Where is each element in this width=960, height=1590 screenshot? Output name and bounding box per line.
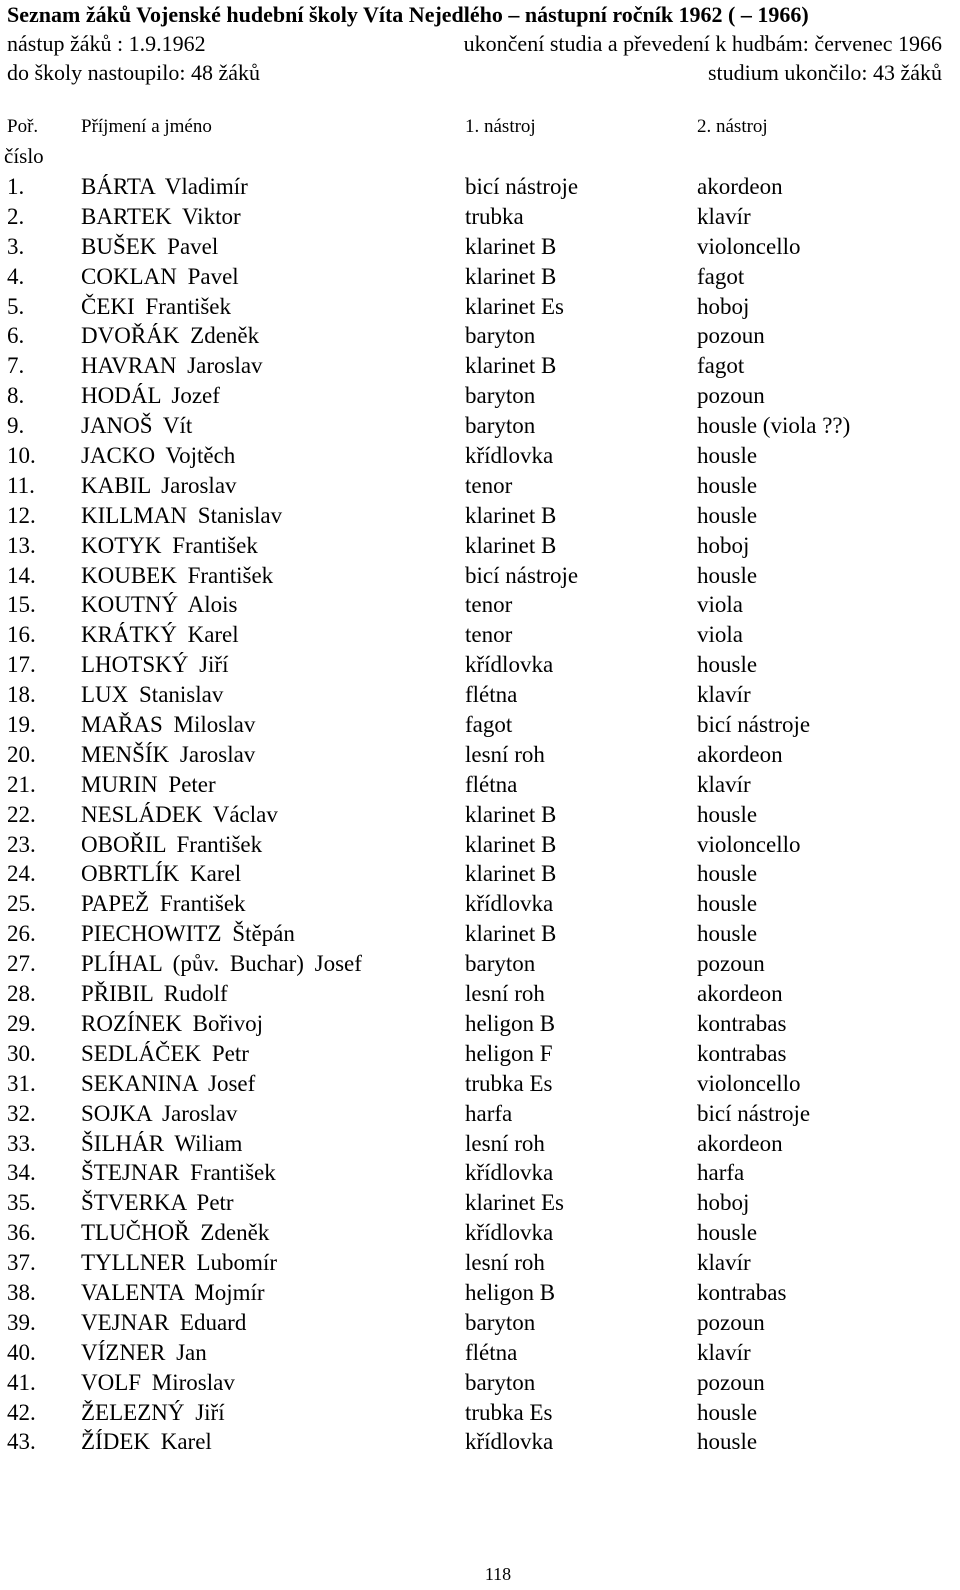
student-row bbox=[0, 1218, 960, 1248]
page-footer bbox=[0, 1564, 960, 1585]
document-header bbox=[7, 0, 957, 87]
student-number: 35. bbox=[7, 1190, 36, 1216]
student-name: VALENTA Mojmír bbox=[81, 1279, 265, 1305]
student-instrument2: violoncello bbox=[697, 831, 801, 857]
student-name: DVOŘÁK Zdeněk bbox=[81, 323, 260, 349]
student-name: ŠILHÁR Wiliam bbox=[81, 1130, 243, 1156]
student-instrument1: křídlovka bbox=[465, 1429, 554, 1455]
student-number: 11. bbox=[7, 472, 35, 498]
student-name: ŠTEJNAR František bbox=[81, 1160, 276, 1186]
student-instrument2: housle bbox=[697, 1220, 758, 1246]
student-instrument2: housle bbox=[697, 1399, 758, 1425]
student-row bbox=[0, 1398, 960, 1428]
student-name: KILLMAN Stanislav bbox=[81, 502, 283, 528]
student-number: 22. bbox=[7, 801, 36, 827]
student-instrument2: housle bbox=[697, 1429, 758, 1455]
student-row bbox=[0, 1099, 960, 1129]
student-row bbox=[0, 710, 960, 740]
student-instrument2: bicí nástroje bbox=[697, 712, 811, 738]
student-instrument2: fagot bbox=[697, 263, 745, 289]
student-instrument1: heligon B bbox=[465, 1279, 556, 1305]
student-number: 24. bbox=[7, 861, 36, 887]
student-number: 40. bbox=[7, 1339, 36, 1365]
student-number: 33. bbox=[7, 1130, 36, 1156]
student-name: KOUBEK František bbox=[81, 562, 274, 588]
student-number: 30. bbox=[7, 1040, 36, 1066]
student-instrument1: heligon F bbox=[465, 1040, 553, 1066]
student-name: ŽÍDEK Karel bbox=[81, 1429, 212, 1455]
student-instrument1: křídlovka bbox=[465, 1220, 554, 1246]
table-header bbox=[0, 116, 960, 172]
student-number: 20. bbox=[7, 741, 36, 767]
student-instrument1: klarinet B bbox=[465, 502, 557, 528]
student-row bbox=[0, 1158, 960, 1188]
student-instrument1: klarinet B bbox=[465, 921, 557, 947]
student-row bbox=[0, 381, 960, 411]
student-instrument1: flétna bbox=[465, 1339, 518, 1365]
student-number: 25. bbox=[7, 891, 36, 917]
student-number: 15. bbox=[7, 592, 36, 618]
start-date-label: nástup žáků : 1.9.1962 bbox=[7, 31, 206, 56]
student-row bbox=[0, 1338, 960, 1368]
student-instrument1: lesní roh bbox=[465, 1130, 545, 1156]
student-instrument1: trubka bbox=[465, 203, 524, 229]
column-header-instrument2: 2. nástroj bbox=[697, 116, 768, 137]
student-instrument2: kontrabas bbox=[697, 1010, 787, 1036]
student-name: BARTEK Viktor bbox=[81, 203, 241, 229]
header-dates-line bbox=[7, 29, 957, 58]
student-name: SOJKA Jaroslav bbox=[81, 1100, 238, 1126]
student-instrument2: viola bbox=[697, 622, 743, 648]
student-name: MAŘAS Miloslav bbox=[81, 712, 256, 738]
column-header-number-line2: číslo bbox=[4, 144, 44, 168]
student-instrument1: baryton bbox=[465, 951, 536, 977]
student-instrument2: housle bbox=[697, 652, 758, 678]
student-number: 5. bbox=[7, 293, 25, 319]
student-row bbox=[0, 1427, 960, 1457]
student-number: 12. bbox=[7, 502, 36, 528]
student-number: 34. bbox=[7, 1160, 36, 1186]
student-row bbox=[0, 292, 960, 322]
end-date-label: ukončení studia a převedení k hudbám: červenec 1966 bbox=[463, 31, 942, 56]
student-instrument1: baryton bbox=[465, 1369, 536, 1395]
student-list bbox=[0, 172, 960, 1457]
student-instrument2: hoboj bbox=[697, 532, 750, 558]
column-header-name: Příjmení a jméno bbox=[81, 116, 212, 137]
student-row bbox=[0, 859, 960, 889]
student-instrument1: trubka Es bbox=[465, 1070, 553, 1096]
student-number: 21. bbox=[7, 771, 36, 797]
student-number: 2. bbox=[7, 203, 25, 229]
student-instrument2: klavír bbox=[697, 1339, 751, 1365]
student-row bbox=[0, 919, 960, 949]
enrolled-count-label: do školy nastoupilo: 48 žáků bbox=[7, 60, 260, 85]
student-row bbox=[0, 411, 960, 441]
student-name: PŘIBIL Rudolf bbox=[81, 981, 228, 1007]
student-name: COKLAN Pavel bbox=[81, 263, 239, 289]
student-name: LHOTSKÝ Jiří bbox=[81, 652, 229, 678]
student-row bbox=[0, 1308, 960, 1338]
student-number: 41. bbox=[7, 1369, 36, 1395]
student-instrument1: křídlovka bbox=[465, 1160, 554, 1186]
student-instrument2: akordeon bbox=[697, 981, 783, 1007]
student-instrument2: housle (viola ??) bbox=[697, 413, 851, 439]
student-instrument2: housle bbox=[697, 801, 758, 827]
student-instrument1: trubka Es bbox=[465, 1399, 553, 1425]
student-name: PAPEŽ František bbox=[81, 891, 246, 917]
student-instrument1: heligon B bbox=[465, 1010, 556, 1036]
student-instrument1: tenor bbox=[465, 622, 513, 648]
student-instrument2: pozoun bbox=[697, 323, 765, 349]
student-instrument2: housle bbox=[697, 861, 758, 887]
student-instrument2: fagot bbox=[697, 353, 745, 379]
column-header-instrument1: 1. nástroj bbox=[465, 116, 536, 137]
student-number: 32. bbox=[7, 1100, 36, 1126]
student-number: 17. bbox=[7, 652, 36, 678]
student-name: MENŠÍK Jaroslav bbox=[81, 741, 256, 767]
student-row bbox=[0, 321, 960, 351]
student-name: SEDLÁČEK Petr bbox=[81, 1040, 249, 1066]
student-name: TYLLNER Lubomír bbox=[81, 1250, 277, 1276]
student-instrument1: baryton bbox=[465, 383, 536, 409]
student-name: KOUTNÝ Alois bbox=[81, 592, 238, 618]
student-instrument1: bicí nástroje bbox=[465, 562, 579, 588]
student-instrument2: violoncello bbox=[697, 1070, 801, 1096]
student-name: KRÁTKÝ Karel bbox=[81, 622, 239, 648]
student-row bbox=[0, 770, 960, 800]
student-number: 1. bbox=[7, 174, 25, 199]
column-header-number: Poř. bbox=[7, 116, 39, 137]
student-row bbox=[0, 262, 960, 292]
student-number: 14. bbox=[7, 562, 36, 588]
student-name: TLUČHOŘ Zdeněk bbox=[81, 1220, 270, 1246]
student-row bbox=[0, 1278, 960, 1308]
student-number: 23. bbox=[7, 831, 36, 857]
student-instrument2: housle bbox=[697, 921, 758, 947]
student-instrument2: kontrabas bbox=[697, 1040, 787, 1066]
student-row bbox=[0, 1069, 960, 1099]
student-number: 8. bbox=[7, 383, 25, 409]
student-row bbox=[0, 1129, 960, 1159]
student-number: 3. bbox=[7, 233, 25, 259]
student-instrument1: harfa bbox=[465, 1100, 513, 1126]
student-row bbox=[0, 1039, 960, 1069]
student-number: 7. bbox=[7, 353, 25, 379]
student-instrument1: křídlovka bbox=[465, 891, 554, 917]
student-name: PIECHOWITZ Štěpán bbox=[81, 921, 295, 947]
student-instrument2: housle bbox=[697, 472, 758, 498]
student-instrument2: pozoun bbox=[697, 383, 765, 409]
student-name: VOLF Miroslav bbox=[81, 1369, 235, 1395]
student-instrument2: pozoun bbox=[697, 951, 765, 977]
student-instrument2: viola bbox=[697, 592, 743, 618]
student-instrument1: flétna bbox=[465, 771, 518, 797]
student-name: VEJNAR Eduard bbox=[81, 1309, 247, 1335]
student-instrument1: klarinet B bbox=[465, 801, 557, 827]
student-number: 18. bbox=[7, 682, 36, 708]
student-name: HODÁL Jozef bbox=[81, 383, 220, 409]
student-number: 6. bbox=[7, 323, 25, 349]
student-instrument2: kontrabas bbox=[697, 1279, 787, 1305]
student-name: VÍZNER Jan bbox=[81, 1339, 207, 1365]
student-name: OBOŘIL František bbox=[81, 831, 263, 857]
student-row bbox=[0, 441, 960, 471]
student-name: ŠTVERKA Petr bbox=[81, 1190, 234, 1216]
student-number: 36. bbox=[7, 1220, 36, 1246]
student-instrument1: fagot bbox=[465, 712, 513, 738]
student-instrument2: violoncello bbox=[697, 233, 801, 259]
student-instrument1: flétna bbox=[465, 682, 518, 708]
student-name: ŽELEZNÝ Jiří bbox=[81, 1399, 225, 1425]
student-instrument1: klarinet Es bbox=[465, 1190, 564, 1216]
student-row bbox=[0, 590, 960, 620]
student-instrument1: klarinet B bbox=[465, 263, 557, 289]
student-name: KABIL Jaroslav bbox=[81, 472, 237, 498]
student-instrument1: baryton bbox=[465, 413, 536, 439]
student-instrument2: pozoun bbox=[697, 1309, 765, 1335]
student-instrument2: akordeon bbox=[697, 1130, 783, 1156]
student-instrument2: housle bbox=[697, 891, 758, 917]
student-name: NESLÁDEK Václav bbox=[81, 801, 278, 827]
student-number: 39. bbox=[7, 1309, 36, 1335]
student-number: 43. bbox=[7, 1429, 36, 1455]
student-row bbox=[0, 1188, 960, 1218]
student-instrument1: baryton bbox=[465, 323, 536, 349]
student-row bbox=[0, 830, 960, 860]
student-row bbox=[0, 740, 960, 770]
student-instrument2: akordeon bbox=[697, 741, 783, 767]
student-instrument1: tenor bbox=[465, 592, 513, 618]
student-name: BÁRTA Vladimír bbox=[81, 174, 248, 199]
student-row bbox=[0, 202, 960, 232]
student-instrument2: housle bbox=[697, 502, 758, 528]
student-row bbox=[0, 471, 960, 501]
header-counts-line bbox=[7, 58, 957, 87]
student-name: JANOŠ Vít bbox=[81, 413, 193, 439]
student-instrument1: klarinet B bbox=[465, 532, 557, 558]
student-name: MURIN Peter bbox=[81, 771, 216, 797]
page-number: 118 bbox=[484, 1564, 512, 1584]
student-instrument1: klarinet Es bbox=[465, 293, 564, 319]
finished-count-label: studium ukončilo: 43 žáků bbox=[707, 60, 942, 85]
student-row bbox=[0, 501, 960, 531]
student-name: ROZÍNEK Bořivoj bbox=[81, 1010, 263, 1036]
student-instrument1: bicí nástroje bbox=[465, 174, 579, 199]
student-instrument1: klarinet B bbox=[465, 353, 557, 379]
student-instrument1: baryton bbox=[465, 1309, 536, 1335]
student-name: ČEKI František bbox=[81, 293, 232, 319]
student-instrument1: lesní roh bbox=[465, 1250, 545, 1276]
student-row bbox=[0, 680, 960, 710]
student-row bbox=[0, 172, 960, 202]
student-number: 19. bbox=[7, 712, 36, 738]
student-number: 10. bbox=[7, 443, 36, 469]
student-number: 4. bbox=[7, 263, 25, 289]
student-number: 27. bbox=[7, 951, 36, 977]
student-name: SEKANINA Josef bbox=[81, 1070, 256, 1096]
student-number: 28. bbox=[7, 981, 36, 1007]
student-name: HAVRAN Jaroslav bbox=[81, 353, 263, 379]
student-instrument1: lesní roh bbox=[465, 981, 545, 1007]
student-number: 26. bbox=[7, 921, 36, 947]
student-name: JACKO Vojtěch bbox=[81, 443, 236, 469]
student-name: PLÍHAL (pův. Buchar) Josef bbox=[81, 951, 362, 977]
student-instrument2: klavír bbox=[697, 1250, 751, 1276]
student-instrument2: harfa bbox=[697, 1160, 745, 1186]
student-name: BUŠEK Pavel bbox=[81, 233, 219, 259]
student-instrument1: lesní roh bbox=[465, 741, 545, 767]
student-instrument1: klarinet B bbox=[465, 233, 557, 259]
student-row bbox=[0, 1009, 960, 1039]
student-name: LUX Stanislav bbox=[81, 682, 224, 708]
student-number: 37. bbox=[7, 1250, 36, 1276]
student-name: OBRTLÍK Karel bbox=[81, 861, 242, 887]
student-instrument1: křídlovka bbox=[465, 652, 554, 678]
student-instrument2: klavír bbox=[697, 682, 751, 708]
student-row bbox=[0, 561, 960, 591]
student-row bbox=[0, 889, 960, 919]
student-instrument2: akordeon bbox=[697, 174, 783, 199]
student-row bbox=[0, 620, 960, 650]
student-instrument2: hoboj bbox=[697, 293, 750, 319]
student-number: 13. bbox=[7, 532, 36, 558]
student-number: 16. bbox=[7, 622, 36, 648]
student-name: KOTYK František bbox=[81, 532, 258, 558]
student-number: 9. bbox=[7, 413, 25, 439]
student-row bbox=[0, 650, 960, 680]
student-number: 31. bbox=[7, 1070, 36, 1096]
student-instrument2: housle bbox=[697, 443, 758, 469]
student-instrument1: klarinet B bbox=[465, 861, 557, 887]
student-row bbox=[0, 949, 960, 979]
student-instrument2: housle bbox=[697, 562, 758, 588]
student-instrument1: křídlovka bbox=[465, 443, 554, 469]
student-number: 29. bbox=[7, 1010, 36, 1036]
document-title: Seznam žáků Vojenské hudební školy Víta Nejedlého – nástupní ročník 1962 ( – 1966) bbox=[7, 2, 809, 27]
student-instrument2: hoboj bbox=[697, 1190, 750, 1216]
student-instrument1: klarinet B bbox=[465, 831, 557, 857]
student-instrument2: pozoun bbox=[697, 1369, 765, 1395]
student-instrument2: bicí nástroje bbox=[697, 1100, 811, 1126]
student-row bbox=[0, 232, 960, 262]
student-instrument1: tenor bbox=[465, 472, 513, 498]
student-number: 42. bbox=[7, 1399, 36, 1425]
student-row bbox=[0, 1368, 960, 1398]
student-row bbox=[0, 531, 960, 561]
student-row bbox=[0, 1248, 960, 1278]
student-number: 38. bbox=[7, 1279, 36, 1305]
student-instrument2: klavír bbox=[697, 203, 751, 229]
student-row bbox=[0, 351, 960, 381]
student-row bbox=[0, 979, 960, 1009]
student-row bbox=[0, 800, 960, 830]
student-instrument2: klavír bbox=[697, 771, 751, 797]
